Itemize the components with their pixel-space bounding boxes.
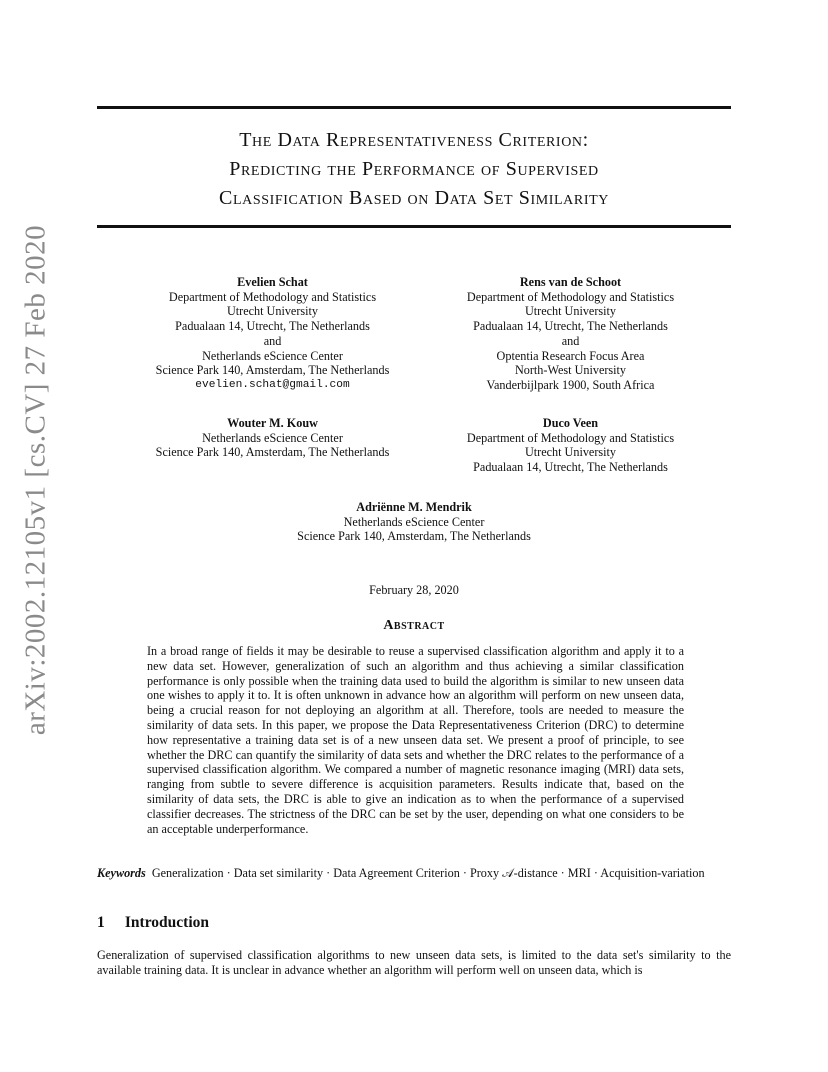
author-affiliation-line: Utrecht University [524, 445, 617, 460]
section-title: Introduction [124, 914, 209, 931]
author-affiliation-line: Netherlands eScience Center [202, 430, 343, 445]
author-affiliation-line: Utrecht University [226, 304, 319, 319]
author-affiliation-line: Padualaan 14, Utrecht, The Netherlands [473, 319, 668, 334]
paper-title [97, 126, 731, 213]
keywords-label: Keywords [97, 866, 146, 880]
author-affiliation-line: Science Park 140, Amsterdam, The Netherlands [155, 445, 390, 460]
author-affiliation-line: Padualaan 14, Utrecht, The Netherlands [175, 319, 370, 334]
author-affiliation-line: Science Park 140, Amsterdam, The Netherlands [297, 529, 531, 544]
author-affiliation-line: Padualaan 14, Utrecht, The Netherlands [473, 460, 668, 475]
author-name: Duco Veen [542, 416, 599, 430]
title-line-3: Classification Based on Data Set Similarity [219, 187, 609, 209]
author-name: Evelien Schat [237, 275, 308, 289]
author-name: Wouter M. Kouw [227, 416, 318, 430]
author-affiliation-line: Netherlands eScience Center [343, 514, 485, 529]
author-affiliation-line: and [263, 333, 282, 348]
title-line-1: The Data Representativeness Criterion: [239, 129, 589, 151]
author-block-kouw [130, 416, 415, 460]
author-affiliation-line: Department of Methodology and Statistics [466, 289, 675, 304]
author-block-veen [428, 416, 713, 475]
title-bottom-rule [97, 225, 731, 228]
keywords [97, 866, 731, 881]
abstract-heading: Abstract [383, 618, 445, 633]
introduction-text: Generalization of supervised classification algorithms to new unseen data sets, is limited to the data set's similarity to the available training data. It is unclear in advance whether an algorithm will perform well on unseen data, which is [97, 948, 731, 977]
author-affiliation-line: North-West University [514, 363, 627, 378]
arxiv-stamp: arXiv:2002.12105v1 [cs.CV] 27 Feb 2020 [19, 224, 52, 736]
title-line-2: Predicting the Performance of Supervised [229, 158, 599, 180]
abstract-text: In a broad range of fields it may be desirable to reuse a supervised classification algorithm and apply it to a new data set. However, generalization of such an algorithm and thus achieving a similar classification performance is only possible when the training data used to build the algorithm is similar to new unseen data one wishes to apply it to. It is often unknown in advance how an algorithm will perform on new unseen data, being a crucial reason for not deploying an algorithm at all. Therefore, tools are needed to measure the similarity of data sets. In this paper, we propose the Data Representativeness Criterion (DRC) to determine how representative a training data set is of a new unseen data set. We present a proof of principle, to see whether the DRC can quantify the similarity of data sets and whether the DRC relates to the performance of a supervised classification algorithm. We compared a number of magnetic resonance imaging (MRI) data sets, ranging from subtle to severe difference is acquisition parameters. Results indicate that, based on the similarity of data sets, the DRC is able to give an indication as to when the performance of a supervised classifier decreases. The strictness of the DRC can be set by the user, depending on what one considers to be an acceptable underperformance. [147, 644, 684, 836]
keywords-text: Generalization · Data set similarity · Data Agreement Criterion · Proxy 𝒜-distance · MRI · Acquisition-variation [151, 866, 705, 880]
section-number: 1 [97, 914, 105, 931]
author-name: Rens van de Schoot [519, 275, 622, 289]
author-block-schat [130, 275, 415, 393]
author-affiliation-line: Science Park 140, Amsterdam, The Netherlands [155, 363, 390, 378]
author-affiliation-line: Department of Methodology and Statistics [168, 289, 377, 304]
publication-date: February 28, 2020 [369, 583, 459, 597]
author-affiliation-line: Department of Methodology and Statistics [466, 430, 675, 445]
author-affiliation-line: Vanderbijlpark 1900, South Africa [486, 377, 655, 392]
author-block-mendrik [264, 500, 564, 544]
section-heading-introduction [97, 914, 209, 932]
author-affiliation-line: Netherlands eScience Center [202, 348, 343, 363]
author-email[interactable]: evelien.schat@gmail.com [195, 378, 350, 391]
author-affiliation-line: and [561, 333, 580, 348]
author-name: Adriënne M. Mendrik [356, 500, 472, 514]
title-top-rule [97, 106, 731, 109]
author-affiliation-line: Utrecht University [524, 304, 617, 319]
author-block-van-de-schoot [428, 275, 713, 393]
author-affiliation-line: Optentia Research Focus Area [496, 348, 645, 363]
